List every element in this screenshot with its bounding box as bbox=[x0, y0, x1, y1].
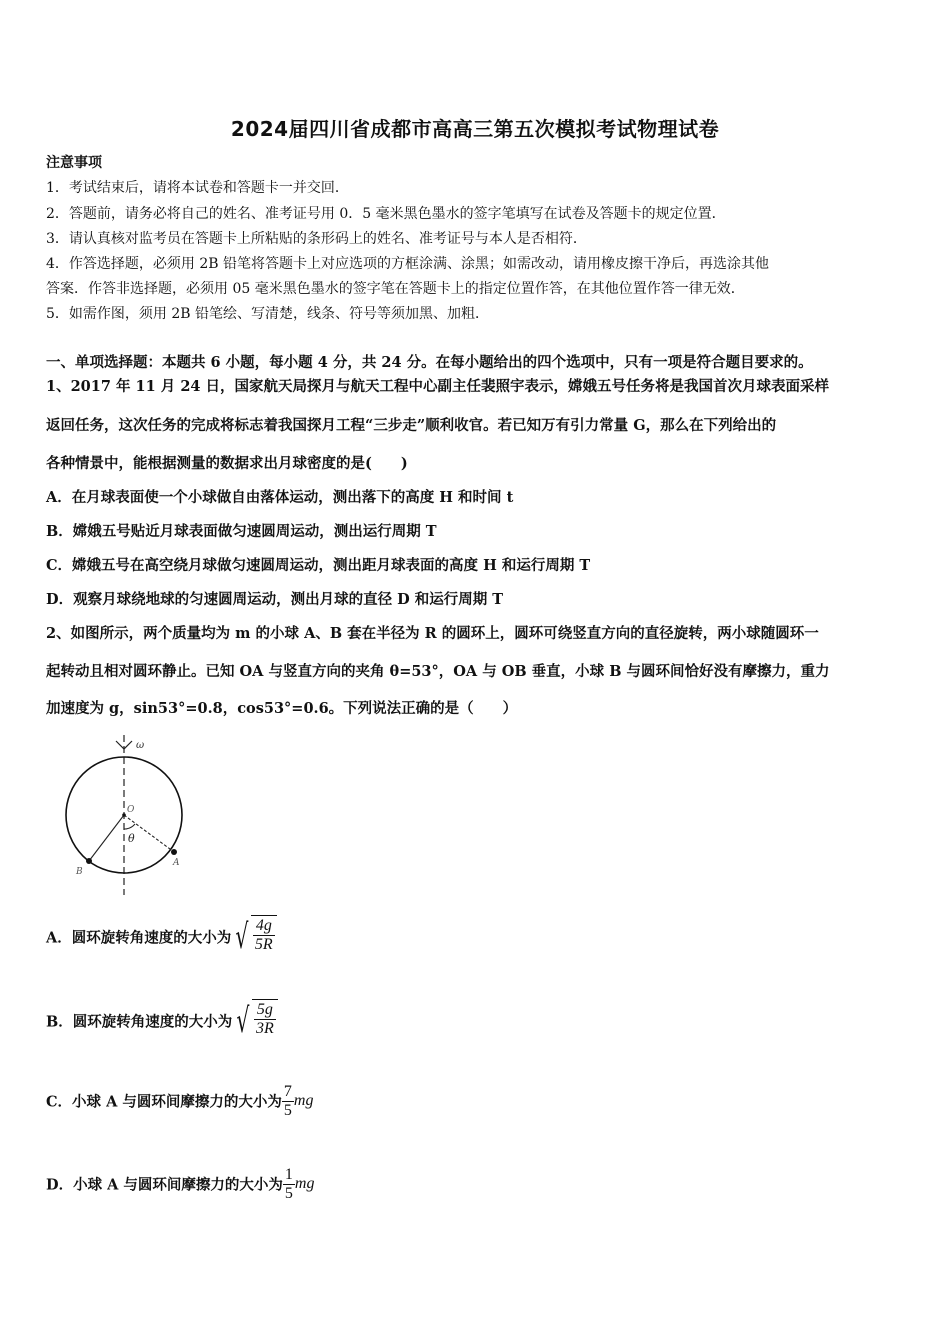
label-b: B bbox=[76, 867, 83, 877]
sqrt-expression: √ $\frac{5g}{3R}$ bbox=[232, 999, 277, 1043]
question-2-line: 加速度为 g，sin53°=0.8，cos53°=0.6。下列说法正确的是（ ） bbox=[46, 700, 518, 717]
notice-item: 2．答题前，请务必将自己的姓名、准考证号用 0．5 毫米黑色墨水的签字笔填写在试卷及答题卡的规定位置． bbox=[46, 206, 726, 222]
label-omega: ω bbox=[136, 740, 145, 751]
question-1-option-c: C．嫦娥五号在高空绕月球做匀速圆周运动，测出距月球表面的高度 H 和运行周期 T bbox=[46, 557, 591, 574]
option-text: B．圆环旋转角速度的大小为 bbox=[46, 1013, 233, 1031]
question-1-option-d: D．观察月球绕地球的匀速圆周运动，测出月球的直径 D 和运行周期 T bbox=[46, 591, 504, 608]
question-2-line: 起转动且相对圆环静止。已知 OA 与竖直方向的夹角 θ=53°，OA 与 OB 垂直，小球 B 与圆环间恰好没有摩擦力，重力 bbox=[46, 663, 830, 680]
fraction-numerator: 1 bbox=[284, 1166, 293, 1183]
question-2-option-c bbox=[46, 1083, 313, 1119]
theta-arc bbox=[124, 824, 135, 829]
question-2-option-a bbox=[46, 915, 277, 959]
notice-item: 答案．作答非选择题，必须用 05 毫米黑色墨水的签字笔在答题卡上的指定位置作答，在其他位置作答一律无效． bbox=[46, 281, 745, 297]
option-text: C．小球 A 与圆环间摩擦力的大小为 bbox=[46, 1093, 282, 1111]
notice-item: 5．如需作图，须用 2B 铅笔绘、写清楚，线条、符号等须加黑、加粗． bbox=[46, 306, 490, 322]
section-heading: 一、单项选择题：本题共 6 小题，每小题 4 分，共 24 分。在每小题给出的四个选项中，只有一项是符合题目要求的。 bbox=[46, 354, 813, 371]
notice-item: 1．考试结束后，请将本试卷和答题卡一并交回． bbox=[46, 180, 349, 196]
notice-item: 3．请认真核对监考员在答题卡上所粘贴的条形码上的姓名、准考证号与本人是否相符． bbox=[46, 231, 587, 247]
unit: mg bbox=[293, 1092, 314, 1110]
center-o bbox=[122, 813, 126, 817]
option-text: D．小球 A 与圆环间摩擦力的大小为 bbox=[46, 1176, 283, 1194]
fraction bbox=[283, 1166, 295, 1202]
ball-b bbox=[86, 858, 92, 864]
question-2-option-b bbox=[46, 999, 278, 1043]
question-2-option-d bbox=[46, 1166, 314, 1202]
fraction-numerator: 5g bbox=[254, 1001, 276, 1020]
question-1-line: 1、2017 年 11 月 24 日，国家航天局探月与航天工程中心副主任裴照宇表示，嫦娥五号任务将是我国首次月球表面采样 bbox=[46, 378, 830, 395]
notice-heading: 注意事项 bbox=[46, 155, 102, 171]
notice-item: 4．作答选择题，必须用 2B 铅笔将答题卡上对应选项的方框涂满、涂黑；如需改动，请用橡皮擦干净后，再选涂其他 bbox=[46, 256, 769, 272]
label-theta: θ bbox=[128, 832, 135, 845]
option-text: A．圆环旋转角速度的大小为 bbox=[46, 929, 232, 947]
fraction-denominator: 3R bbox=[255, 1019, 274, 1037]
question-1-line: 返回任务，这次任务的完成将标志着我国探月工程“三步走”顺利收官。若已知万有引力常量 G，那么在下列给出的 bbox=[46, 417, 777, 434]
fraction-denominator: 5 bbox=[284, 1184, 293, 1202]
label-o: O bbox=[127, 805, 135, 815]
ball-a bbox=[171, 849, 177, 855]
segment-ob bbox=[89, 815, 124, 861]
label-a: A bbox=[173, 858, 180, 868]
question-1-line: 各种情景中，能根据测量的数据求出月球密度的是( ) bbox=[46, 455, 408, 472]
question-1-option-b: B．嫦娥五号贴近月球表面做匀速圆周运动，测出运行周期 T bbox=[46, 523, 437, 540]
question-1-option-a: A．在月球表面使一个小球做自由落体运动，测出落下的高度 H 和时间 t bbox=[46, 489, 514, 506]
page-title: 2024届四川省成都市高高三第五次模拟考试物理试卷 bbox=[230, 117, 720, 141]
fraction-denominator: 5 bbox=[283, 1101, 292, 1119]
sqrt-expression: √ $\frac{4g}{5R}$ bbox=[231, 915, 276, 959]
fraction bbox=[282, 1083, 294, 1119]
unit: mg bbox=[294, 1175, 315, 1193]
ring-diagram bbox=[58, 733, 188, 898]
fraction-numerator: 7 bbox=[283, 1083, 292, 1100]
fraction-numerator: 4g bbox=[253, 917, 275, 936]
fraction-denominator: 5R bbox=[254, 935, 273, 953]
question-2-line: 2、如图所示，两个质量均为 m 的小球 A、B 套在半径为 R 的圆环上，圆环可绕竖直方向的直径旋转，两小球随圆环一 bbox=[46, 625, 819, 642]
